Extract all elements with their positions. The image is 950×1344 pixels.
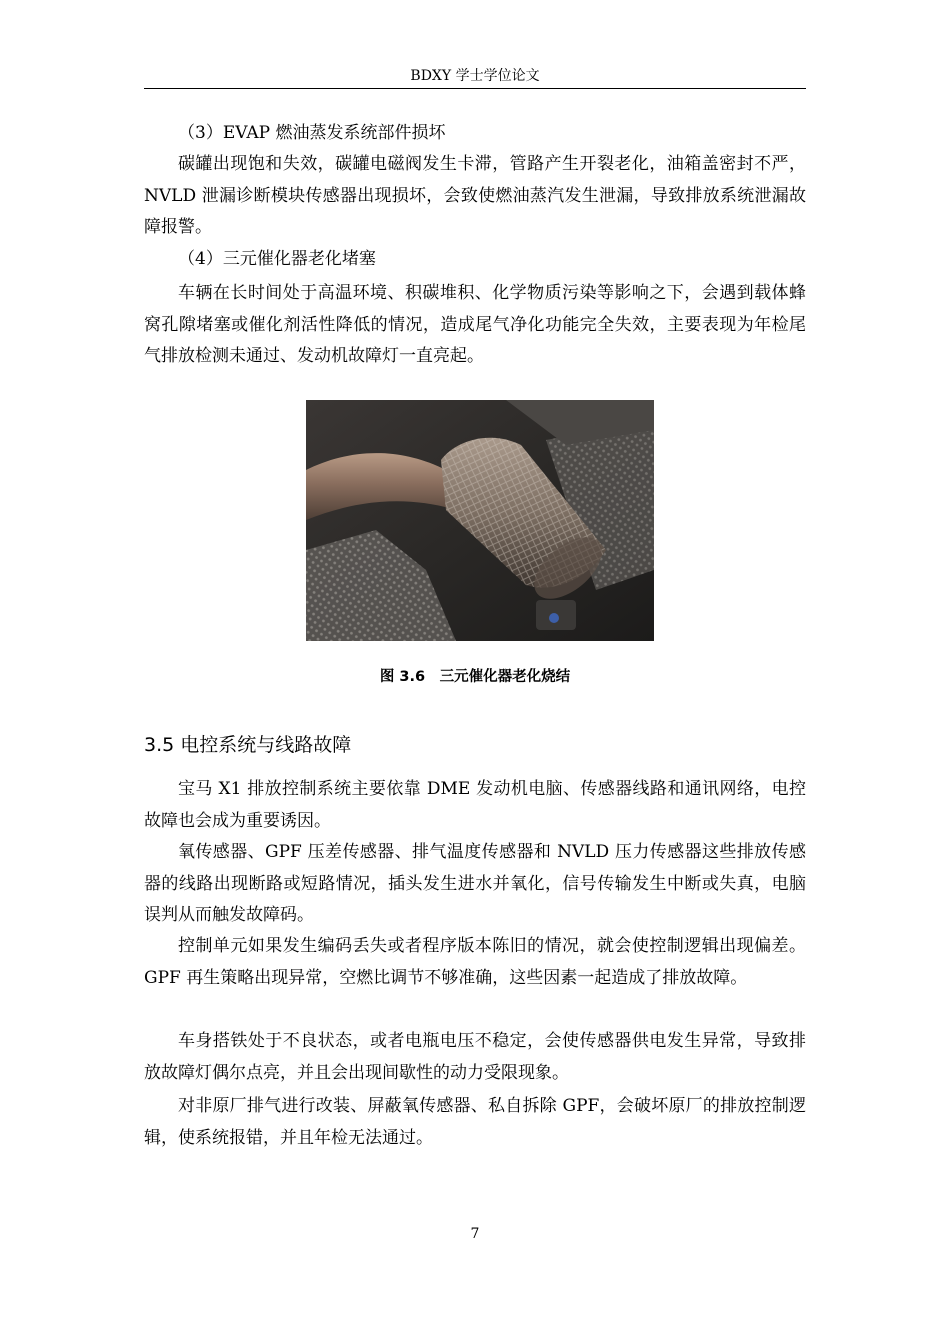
section-paragraph: 氧传感器、GPF 压差传感器、排气温度传感器和 NVLD 压力传感器这些排放传感器的线路出现断路或短路情况，插头发生进水并氧化，信号传输发生中断或失真，电脑误判从而触发故障码。	[144, 842, 806, 925]
running-header: BDXY 学士学位论文	[410, 68, 540, 84]
section-paragraph: 宝马 X1 排放控制系统主要依靠 DME 发动机电脑、传感器线路和通讯网络，电控故障也会成为重要诱因。	[144, 779, 806, 831]
section-paragraph: 对非原厂排气进行改装、屏蔽氧传感器、私自拆除 GPF，会破坏原厂的排放控制逻辑，使系统报错，并且年检无法通过。	[144, 1096, 806, 1148]
section-paragraph: 车身搭铁处于不良状态，或者电瓶电压不稳定，会使传感器供电发生异常，导致排放故障灯偶尔点亮，并且会出现间歇性的动力受限现象。	[144, 1031, 806, 1083]
catalytic-converter-photo	[306, 400, 654, 641]
figure-caption: 图 3.6 三元催化器老化烧结	[379, 669, 571, 685]
catalytic-converter-image	[306, 400, 654, 641]
section-title: 3.5 电控系统与线路故障	[144, 734, 352, 756]
page-number: 7	[470, 1226, 480, 1242]
paragraph-catalyst: 车辆在长时间处于高温环境、积碳堆积、化学物质污染等影响之下，会遇到载体蜂窝孔隙堵塞或催化剂活性降低的情况，造成尾气净化功能完全失效，主要表现为年检尾气排放检测未通过、发动机故障灯一直亮起。	[144, 283, 806, 366]
section-paragraph: 控制单元如果发生编码丢失或者程序版本陈旧的情况，就会使控制逻辑出现偏差。GPF 再生策略出现异常，空燃比调节不够准确，这些因素一起造成了排放故障。	[144, 936, 806, 988]
subheading-evap: （3）EVAP 燃油蒸发系统部件损坏	[178, 123, 446, 143]
subheading-catalyst: （4）三元催化器老化堵塞	[178, 249, 376, 269]
header-rule	[144, 88, 806, 89]
paragraph-evap: 碳罐出现饱和失效，碳罐电磁阀发生卡滞，管路产生开裂老化，油箱盖密封不严，NVLD 泄漏诊断模块传感器出现损坏，会致使燃油蒸汽发生泄漏，导致排放系统泄漏故障报警。	[144, 154, 806, 237]
